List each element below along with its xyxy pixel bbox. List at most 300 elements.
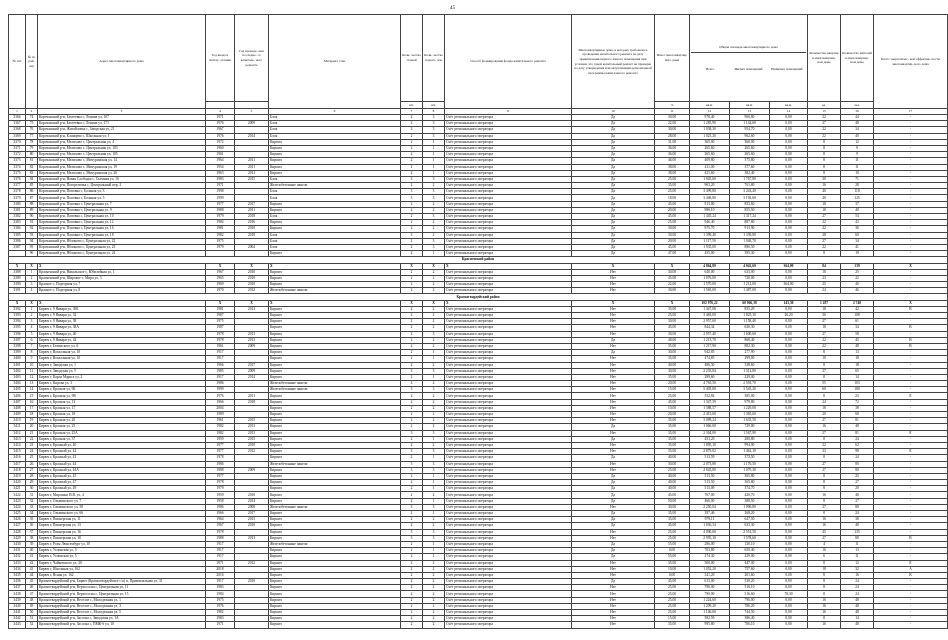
- cell-area-total: 1 038,30: [690, 127, 730, 133]
- column-index-cell: 3: [38, 109, 206, 115]
- cell-district-num: 35: [26, 517, 38, 523]
- cell-area-nonresidential: 0,00: [770, 603, 808, 609]
- cell-wall-material: X: [269, 263, 401, 269]
- cell-district-num: 36: [26, 523, 38, 529]
- cell-apartments: 22: [808, 226, 841, 232]
- cell-district-num: 9: [26, 356, 38, 362]
- cell-address: Бирюч г, Красный ул, 42: [38, 449, 206, 455]
- cell-address: Бирюч г, Пионерская ул, 16: [38, 529, 206, 535]
- cell-floors: 4: [401, 381, 423, 387]
- cell-method: Счёт регионального оператора: [445, 610, 572, 616]
- cell-overhaul-needed: Да: [572, 189, 655, 195]
- cell-area-residential: 954,70: [730, 127, 770, 133]
- cell-overhaul-needed: Нет: [572, 560, 655, 566]
- cell-area-total: 946,40: [690, 220, 730, 226]
- cell-apartments: 8: [808, 579, 841, 585]
- cell-residents: 48: [841, 424, 874, 430]
- cell-residents: 19: [841, 251, 874, 257]
- cell-residents: 27: [841, 498, 874, 504]
- cell-wear: 36,00: [655, 152, 690, 158]
- cell-overhaul-needed: Нет: [572, 622, 655, 628]
- cell-method: Счёт регионального оператора: [445, 442, 572, 448]
- cell-overhaul-needed: Нет: [572, 393, 655, 399]
- cell-area-nonresidential: 0,00: [770, 176, 808, 182]
- cell-address: Бирюч г, Вокзальная ул, 10: [38, 350, 206, 356]
- cell-wear: 45,00: [655, 325, 690, 331]
- cell-area-residential: 299,00: [730, 356, 770, 362]
- cell-overhaul-needed: Да: [572, 232, 655, 238]
- cell-row-num: 3401: [9, 362, 26, 368]
- cell-area-residential: 796,00: [730, 597, 770, 603]
- column-index-cell: 11: [655, 109, 690, 115]
- cell-year-overhaul: 2016: [235, 220, 269, 226]
- cell-year-overhaul: 2015: [235, 436, 269, 442]
- cell-residents: 80: [841, 504, 874, 510]
- cell-residents: 44: [841, 115, 874, 121]
- cell-wall-material: Кирпич: [269, 319, 401, 325]
- cell-area-total: 274,30: [690, 554, 730, 560]
- cell-row-num: 3434: [9, 566, 26, 572]
- cell-wear: 35,00: [655, 424, 690, 430]
- cell-area-total: 1 052,20: [690, 566, 730, 572]
- cell-year-overhaul: 2011: [235, 170, 269, 176]
- cell-wall-material: Кирпич: [269, 269, 401, 275]
- cell-method: X: [445, 263, 572, 269]
- cell-wear: 35,00: [655, 442, 690, 448]
- cell-area-residential: 365,80: [730, 480, 770, 486]
- cell-row-num: 3427: [9, 523, 26, 529]
- cell-residents: 40: [841, 133, 874, 139]
- cell-wear: 45,00: [655, 579, 690, 585]
- cell-energy-class: -: [874, 121, 948, 127]
- cell-wear: 35,00: [655, 436, 690, 442]
- cell-district-num: 45: [26, 579, 38, 585]
- cell-district-num: 13: [26, 381, 38, 387]
- cell-area-nonresidential: 0,00: [770, 418, 808, 424]
- cell-overhaul-needed: Нет: [572, 282, 655, 288]
- cell-energy-class: -: [874, 350, 948, 356]
- cell-energy-class: -: [874, 554, 948, 560]
- cell-wear: 35,00: [655, 430, 690, 436]
- cell-energy-class: -: [874, 145, 948, 151]
- cell-residents: 38: [841, 405, 874, 411]
- cell-area-nonresidential: 0,00: [770, 183, 808, 189]
- cell-entrances: 3: [423, 467, 445, 473]
- cell-wall-material: Кирпич: [269, 529, 401, 535]
- cell-method: Счёт регионального оператора: [445, 152, 572, 158]
- cell-method: Счёт регионального оператора: [445, 121, 572, 127]
- cell-district-num: 46: [26, 585, 38, 591]
- cell-area-total: 767,00: [690, 492, 730, 498]
- cell-entrances: 2: [423, 418, 445, 424]
- cell-wall-material: Железобетонные панели: [269, 504, 401, 510]
- cell-method: Счёт регионального оператора: [445, 238, 572, 244]
- cell-address: Бирюч г, Красная ул, 9В: [38, 393, 206, 399]
- cell-apartments: 16: [808, 183, 841, 189]
- cell-overhaul-needed: Нет: [572, 585, 655, 591]
- cell-overhaul-needed: Да: [572, 511, 655, 517]
- cell-district-num: 7: [26, 343, 38, 349]
- cell-overhaul-needed: Нет: [572, 529, 655, 535]
- cell-area-residential: 979,80: [730, 399, 770, 405]
- cell-floors: 5: [401, 387, 423, 393]
- cell-wear: 35,00: [655, 183, 690, 189]
- cell-area-nonresidential: 0,00: [770, 356, 808, 362]
- cell-area-residential: 913,90: [730, 226, 770, 232]
- cell-residents: 11: [841, 164, 874, 170]
- cell-floors: 2: [401, 152, 423, 158]
- cell-address: Красное с, Подгорная ул, 7: [38, 282, 206, 288]
- cell-area-total: 513,50: [690, 473, 730, 479]
- cell-area-total: 265,60: [690, 152, 730, 158]
- cell-residents: 9: [841, 145, 874, 151]
- cell-floors: 3: [401, 430, 423, 436]
- cell-apartments: 22: [808, 220, 841, 226]
- cell-energy-class: -: [874, 548, 948, 554]
- cell-address: Корочанский р-н, Бехтеевка с, Ленина ул, 107: [38, 115, 206, 121]
- cell-area-total: 397,46: [690, 511, 730, 517]
- cell-row-num: 3430: [9, 541, 26, 547]
- cell-floors: 2: [401, 616, 423, 622]
- cell-method: Счёт регионального оператора: [445, 115, 572, 121]
- cell-energy-class: X: [874, 300, 948, 306]
- cell-entrances: 2: [423, 517, 445, 523]
- cell-district-num: 2: [26, 275, 38, 281]
- cell-area-residential: 720,00: [730, 275, 770, 281]
- cell-district-num: 37: [26, 529, 38, 535]
- cell-entrances: 4: [423, 381, 445, 387]
- cell-wear: 31,00: [655, 139, 690, 145]
- cell-area-residential: 60 966,38: [730, 300, 770, 306]
- cell-apartments: 22: [808, 244, 841, 250]
- cell-entrances: 1: [423, 473, 445, 479]
- cell-area-residential: 962,60: [730, 133, 770, 139]
- cell-address: Красногвардейский р-н, Веселое с, Молодежная ул, 3: [38, 603, 206, 609]
- cell-apartments: 8: [808, 170, 841, 176]
- cell-area-total: 102 976,22: [690, 300, 730, 306]
- cell-overhaul-needed: Да: [572, 214, 655, 220]
- cell-entrances: 2: [423, 579, 445, 585]
- cell-district-num: 78: [26, 139, 38, 145]
- cell-entrances: 2: [423, 591, 445, 597]
- col-header-row-num: № п/п: [9, 15, 26, 109]
- cell-area-nonresidential: 0,00: [770, 374, 808, 380]
- cell-energy-class: -: [874, 387, 948, 393]
- cell-row-num: 3423: [9, 498, 26, 504]
- cell-wear: 47,00: [655, 251, 690, 257]
- cell-area-residential: 265,60: [730, 145, 770, 151]
- cell-year-built: 1958: [206, 498, 235, 504]
- cell-year-built: 1917: [206, 548, 235, 554]
- cell-area-total: 1 215,70: [690, 337, 730, 343]
- cell-area-total: 790,00: [690, 585, 730, 591]
- cell-floors: 2: [401, 566, 423, 572]
- cell-row-num: 3404: [9, 381, 26, 387]
- cell-address: Красногвардейский р-н, Бирюч (Красногвардейское с/п) п, Привокзальная ул, 31: [38, 579, 206, 585]
- unit-residents: чел.: [841, 102, 874, 109]
- cell-area-total: 1 895,10: [690, 442, 730, 448]
- cell-area-nonresidential: 0,00: [770, 548, 808, 554]
- cell-method: Счёт регионального оператора: [445, 523, 572, 529]
- cell-year-built: 1989: [206, 412, 235, 418]
- cell-energy-class: -: [874, 486, 948, 492]
- cell-energy-class: -: [874, 282, 948, 288]
- cell-area-nonresidential: 0,00: [770, 541, 808, 547]
- cell-wear: 48,00: [655, 337, 690, 343]
- page-number: 45: [450, 6, 455, 11]
- cell-area-residential: 1 312,80: [730, 368, 770, 374]
- cell-energy-class: Е: [874, 560, 948, 566]
- cell-wear: 25,00: [655, 529, 690, 535]
- cell-year-built: 1978: [206, 455, 235, 461]
- cell-area-total: 1 285,90: [690, 121, 730, 127]
- cell-area-residential: 386,40: [730, 616, 770, 622]
- cell-overhaul-needed: Да: [572, 548, 655, 554]
- cell-energy-class: -: [874, 170, 948, 176]
- cell-address: Корочанский р-н, Поповка с, Центральная ул, 16: [38, 226, 206, 232]
- cell-area-nonresidential: 0,00: [770, 350, 808, 356]
- cell-floors: 2: [401, 511, 423, 517]
- cell-district-num: 4: [26, 288, 38, 294]
- cell-district-num: 95: [26, 244, 38, 250]
- cell-year-built: 1975: [206, 238, 235, 244]
- cell-apartments: 27: [808, 430, 841, 436]
- cell-area-residential: 1 487,00: [730, 288, 770, 294]
- cell-method: Счёт регионального оператора: [445, 220, 572, 226]
- cell-year-built: 1967: [206, 523, 235, 529]
- cell-area-total: 2 073,80: [690, 461, 730, 467]
- cell-floors: 2: [401, 399, 423, 405]
- cell-residents: 22: [841, 275, 874, 281]
- cell-entrances: 2: [423, 306, 445, 312]
- cell-entrances: 2: [423, 560, 445, 566]
- cell-overhaul-needed: Нет: [572, 368, 655, 374]
- cell-area-nonresidential: 0,00: [770, 152, 808, 158]
- cell-method: Счёт регионального оператора: [445, 145, 572, 151]
- cell-wall-material: Кирпич: [269, 220, 401, 226]
- cell-year-built: 1978: [206, 529, 235, 535]
- cell-area-nonresidential: 0,00: [770, 251, 808, 257]
- cell-year-overhaul: X: [235, 263, 269, 269]
- cell-address: Корочанский р-н, Клинцево с, Школьная ул, 1: [38, 133, 206, 139]
- cell-district-num: 27: [26, 467, 38, 473]
- cell-area-total: 1 945,60: [690, 176, 730, 182]
- cell-area-total: 790,00: [690, 591, 730, 597]
- cell-method: Счёт регионального оператора: [445, 412, 572, 418]
- cell-district-num: 23: [26, 442, 38, 448]
- cell-area-residential: 1 767,80: [730, 176, 770, 182]
- cell-row-num: 3403: [9, 374, 26, 380]
- cell-row-num: 3422: [9, 492, 26, 498]
- cell-area-nonresidential: 0,00: [770, 115, 808, 121]
- cell-energy-class: -: [874, 189, 948, 195]
- cell-area-nonresidential: 0,00: [770, 368, 808, 374]
- cell-wear: 20,00: [655, 381, 690, 387]
- cell-energy-class: -: [874, 610, 948, 616]
- cell-wall-material: Кирпич: [269, 313, 401, 319]
- cell-apartments: 8: [808, 480, 841, 486]
- cell-wall-material: Кирпич: [269, 554, 401, 560]
- cell-year-built: 1917: [206, 554, 235, 560]
- cell-row-num: 3366: [9, 115, 26, 121]
- cell-wear: 35,00: [655, 306, 690, 312]
- cell-row-num: 3383: [9, 220, 26, 226]
- cell-floors: 2: [401, 337, 423, 343]
- cell-overhaul-needed: Да: [572, 226, 655, 232]
- cell-area-nonresidential: 0,00: [770, 170, 808, 176]
- cell-method: Счёт регионального оператора: [445, 504, 572, 510]
- cell-district-num: 19: [26, 418, 38, 424]
- cell-entrances: 2: [423, 442, 445, 448]
- cell-entrances: 2: [423, 313, 445, 319]
- cell-floors: 2: [401, 473, 423, 479]
- cell-floors: 2: [401, 313, 423, 319]
- cell-wear: 30,00: [655, 226, 690, 232]
- cell-apartments: 20: [808, 412, 841, 418]
- cell-method: Счёт регионального оператора: [445, 306, 572, 312]
- cell-year-overhaul: 2014: [235, 498, 269, 504]
- cell-area-residential: 3 243,40: [730, 189, 770, 195]
- cell-entrances: 2: [423, 393, 445, 399]
- cell-floors: 2: [401, 585, 423, 591]
- cell-address: Бирюч г, Кирова ул, 3: [38, 381, 206, 387]
- cell-area-total: 3 089,24: [690, 418, 730, 424]
- cell-method: Счёт регионального оператора: [445, 387, 572, 393]
- cell-area-residential: 229,00: [730, 554, 770, 560]
- cell-wall-material: Кирпич: [269, 424, 401, 430]
- cell-address: Красногвардейский р-н, Верхососна с, Центральная ул, 11: [38, 585, 206, 591]
- cell-residents: 11: [841, 158, 874, 164]
- cell-area-residential: 374,70: [730, 486, 770, 492]
- cell-district-num: 43: [26, 566, 38, 572]
- cell-residents: 43: [841, 220, 874, 226]
- cell-wall-material: Кирпич: [269, 486, 401, 492]
- cell-year-overhaul: 2018: [235, 399, 269, 405]
- cell-year-built: 1959: [206, 436, 235, 442]
- cell-wall-material: Кирпич: [269, 393, 401, 399]
- cell-district-num: 92: [26, 226, 38, 232]
- cell-apartments: 27: [808, 535, 841, 541]
- cell-entrances: 2: [423, 362, 445, 368]
- cell-wear: 30,00: [655, 504, 690, 510]
- cell-row-num: 3405: [9, 387, 26, 393]
- cell-area-total: 995,80: [690, 622, 730, 628]
- cell-apartments: 8: [808, 164, 841, 170]
- cell-area-residential: 1 048,70: [730, 238, 770, 244]
- cell-floors: 3: [401, 449, 423, 455]
- cell-entrances: 3: [423, 331, 445, 337]
- cell-address: Бирюч г, Красный ул, 47: [38, 480, 206, 486]
- cell-floors: 2: [401, 331, 423, 337]
- cell-entrances: 3: [423, 133, 445, 139]
- cell-wear: 30,00: [655, 115, 690, 121]
- cell-wall-material: Железобетонные панели: [269, 461, 401, 467]
- column-index-cell: 9: [445, 109, 572, 115]
- cell-year-overhaul: 2010: [235, 226, 269, 232]
- cell-energy-class: -: [874, 492, 948, 498]
- cell-overhaul-needed: Нет: [572, 449, 655, 455]
- cell-district-num: 1: [26, 306, 38, 312]
- cell-district-num: 21: [26, 430, 38, 436]
- cell-area-nonresidential: 0,00: [770, 331, 808, 337]
- cell-wear: 45,00: [655, 523, 690, 529]
- cell-address: Бирюч г, Заводская ул, 5: [38, 368, 206, 374]
- cell-wall-material: Кирпич: [269, 616, 401, 622]
- cell-area-nonresidential: 0,00: [770, 133, 808, 139]
- cell-energy-class: -: [874, 541, 948, 547]
- cell-floors: 2: [401, 517, 423, 523]
- cell-energy-class: -: [874, 424, 948, 430]
- cell-area-residential: 377,60: [730, 164, 770, 170]
- cell-entrances: 2: [423, 275, 445, 281]
- cell-address: Корочанский р-н, Мелихово с, Центральная ул, 103: [38, 145, 206, 151]
- cell-floors: 3: [401, 176, 423, 182]
- cell-district-num: 49: [26, 603, 38, 609]
- cell-entrances: 3: [423, 535, 445, 541]
- cell-wear: 30,00: [655, 127, 690, 133]
- cell-energy-class: -: [874, 412, 948, 418]
- cell-apartments: 16: [808, 523, 841, 529]
- column-index-cell: 5: [235, 109, 269, 115]
- cell-year-built: 1969: [206, 282, 235, 288]
- cell-wall-material: Кирпич: [269, 275, 401, 281]
- cell-district-num: 80: [26, 152, 38, 158]
- cell-residents: 81: [841, 418, 874, 424]
- cell-floors: 2: [401, 207, 423, 213]
- cell-area-residential: 853,60: [730, 201, 770, 207]
- cell-area-residential: 1 176,50: [730, 461, 770, 467]
- cell-row-num: 3411: [9, 424, 26, 430]
- cell-area-nonresidential: 0,00: [770, 467, 808, 473]
- cell-apartments: 27: [808, 319, 841, 325]
- column-index-cell: 14: [770, 109, 808, 115]
- cell-floors: 2: [401, 288, 423, 294]
- cell-district-num: 4: [26, 325, 38, 331]
- cell-address: Бирюч г, Розы Люксембург ул, 10: [38, 541, 206, 547]
- cell-entrances: X: [423, 300, 445, 306]
- cell-residents: 98: [841, 449, 874, 455]
- cell-residents: 65: [841, 368, 874, 374]
- cell-energy-class: -: [874, 480, 948, 486]
- cell-residents: 48: [841, 492, 874, 498]
- cell-address: Бирюч г, Ольминского ул, 7: [38, 498, 206, 504]
- unit-year-built: [206, 102, 235, 109]
- cell-overhaul-needed: Нет: [572, 399, 655, 405]
- cell-area-nonresidential: 0,00: [770, 412, 808, 418]
- cell-row-num: 3381: [9, 207, 26, 213]
- col-header-entrances: Коли- чество подъез- дов: [423, 15, 445, 102]
- cell-floors: X: [401, 300, 423, 306]
- cell-wall-material: Кирпич: [269, 455, 401, 461]
- cell-residents: 24: [841, 511, 874, 517]
- cell-entrances: 1: [423, 436, 445, 442]
- cell-method: Счёт регионального оператора: [445, 251, 572, 257]
- cell-year-built: 1977: [206, 201, 235, 207]
- cell-district-num: 89: [26, 207, 38, 213]
- cell-residents: 48: [841, 597, 874, 603]
- cell-year-built: 1960: [206, 145, 235, 151]
- cell-wear: 0,00: [655, 548, 690, 554]
- cell-energy-class: -: [874, 511, 948, 517]
- cell-energy-class: -: [874, 455, 948, 461]
- cell-apartments: 8: [808, 486, 841, 492]
- cell-wall-material: Блок: [269, 189, 401, 195]
- cell-residents: 24: [841, 579, 874, 585]
- cell-apartments: 45: [808, 529, 841, 535]
- cell-district-num: 11: [26, 368, 38, 374]
- cell-overhaul-needed: Да: [572, 436, 655, 442]
- cell-residents: 118: [841, 189, 874, 195]
